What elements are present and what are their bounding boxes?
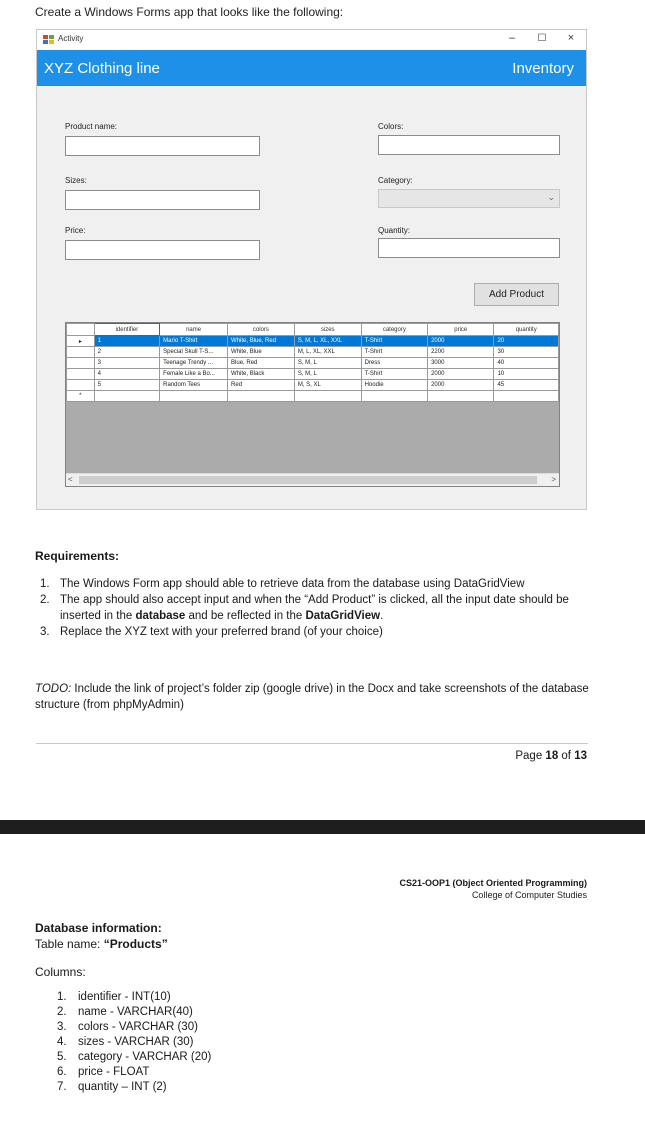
grid-cell[interactable]: 45: [494, 380, 559, 391]
grid-cell[interactable]: Random Tees: [160, 380, 228, 391]
grid-cell[interactable]: 2: [94, 347, 160, 358]
price-input[interactable]: [65, 240, 260, 260]
grid-cell[interactable]: 10: [494, 369, 559, 380]
scroll-left-icon[interactable]: <: [68, 475, 73, 484]
windows-form-mockup: [36, 29, 587, 510]
table-row[interactable]: [67, 358, 559, 369]
data-grid-table: [66, 323, 559, 402]
grid-cell[interactable]: White, Blue: [228, 347, 295, 358]
grid-cell[interactable]: White, Black: [228, 369, 295, 380]
column-spec: identifier - INT(10): [78, 991, 171, 1003]
list-number: 1.: [57, 991, 67, 1003]
brand-title: XYZ Clothing line: [44, 60, 160, 77]
column-header[interactable]: sizes: [294, 324, 361, 336]
grid-cell[interactable]: [294, 391, 361, 402]
grid-cell[interactable]: T-Shirt: [361, 369, 427, 380]
scroll-thumb[interactable]: [79, 476, 537, 484]
quantity-label: Quantity:: [378, 226, 411, 235]
list-item: [57, 1035, 211, 1050]
todo-text: Include the link of project’s folder zip (google drive) in the Docx and take screenshots of the database structure (from phpMyAdmin): [35, 683, 589, 711]
list-number: 4.: [57, 1036, 67, 1048]
list-number: 1.: [40, 578, 50, 590]
window-title: Activity: [58, 34, 84, 43]
grid-cell[interactable]: M, S, XL: [294, 380, 361, 391]
close-icon[interactable]: ×: [567, 32, 575, 44]
row-header[interactable]: [67, 380, 95, 391]
current-row-icon: ▸: [67, 336, 95, 347]
list-item: [57, 990, 211, 1005]
list-number: 2.: [57, 1006, 67, 1018]
list-item: [57, 1020, 211, 1035]
page-break: [0, 820, 645, 834]
list-number: 6.: [57, 1066, 67, 1078]
page-middle: of: [558, 750, 575, 762]
product-name-input[interactable]: [65, 136, 260, 156]
column-spec: colors - VARCHAR (30): [78, 1021, 198, 1033]
grid-corner-cell: [67, 324, 95, 336]
add-product-button[interactable]: Add Product: [474, 283, 559, 306]
grid-cell[interactable]: [361, 391, 427, 402]
new-row[interactable]: [67, 391, 559, 402]
row-header[interactable]: [67, 358, 95, 369]
row-header[interactable]: [67, 347, 95, 358]
grid-cell[interactable]: 2000: [428, 369, 494, 380]
list-item: [35, 624, 595, 640]
grid-cell[interactable]: Red: [228, 380, 295, 391]
brand-banner: [37, 50, 586, 86]
grid-cell[interactable]: S, M, L: [294, 369, 361, 380]
page-current: 18: [545, 750, 559, 762]
price-label: Price:: [65, 226, 86, 235]
grid-cell[interactable]: [228, 391, 295, 402]
page-prefix: Page: [515, 750, 546, 762]
grid-cell[interactable]: 2200: [428, 347, 494, 358]
grid-cell[interactable]: 20: [494, 336, 559, 347]
horizontal-scrollbar[interactable]: [66, 473, 559, 486]
column-header[interactable]: quantity: [494, 324, 559, 336]
list-item: [35, 576, 595, 592]
grid-cell[interactable]: White, Blue, Red: [228, 336, 295, 347]
column-spec: category - VARCHAR (20): [78, 1051, 212, 1063]
grid-cell[interactable]: [494, 391, 559, 402]
grid-cell[interactable]: Teenage Trendy ...: [160, 358, 228, 369]
column-spec: name - VARCHAR(40): [78, 1006, 193, 1018]
requirement-text: Replace the XYZ text with your preferred brand (of your choice): [60, 626, 383, 638]
table-name-value: “Products”: [103, 937, 168, 951]
columns-list: [57, 990, 211, 1095]
requirement-text: .: [380, 610, 384, 622]
grid-cell[interactable]: 3000: [428, 358, 494, 369]
list-item: [57, 1050, 211, 1065]
colors-input[interactable]: [378, 135, 560, 155]
list-item: [57, 1065, 211, 1080]
colors-label: Colors:: [378, 122, 404, 131]
requirements-title: Requirements:: [35, 549, 120, 563]
grid-cell[interactable]: Dress: [361, 358, 427, 369]
table-row[interactable]: [67, 347, 559, 358]
category-label: Category:: [378, 176, 413, 185]
grid-cell[interactable]: 40: [494, 358, 559, 369]
database-title: Database information:: [35, 921, 162, 935]
grid-cell[interactable]: Mario T-Shirt: [160, 336, 228, 347]
grid-header-row: [67, 324, 559, 336]
grid-cell[interactable]: Special Skull T-S...: [160, 347, 228, 358]
grid-cell[interactable]: 4: [94, 369, 160, 380]
requirement-text: and be reflected in the: [185, 610, 306, 622]
column-spec: price - FLOAT: [78, 1066, 150, 1078]
footer-divider: [36, 743, 588, 744]
grid-cell[interactable]: 2000: [428, 380, 494, 391]
section-title: Inventory: [512, 60, 574, 77]
column-header[interactable]: identifier: [94, 324, 160, 336]
list-item: [57, 1005, 211, 1020]
grid-cell[interactable]: S, M, L: [294, 358, 361, 369]
grid-cell[interactable]: [160, 391, 228, 402]
list-number: 3.: [57, 1021, 67, 1033]
grid-cell[interactable]: Female Like a Bo...: [160, 369, 228, 380]
grid-cell[interactable]: T-Shirt: [361, 336, 427, 347]
grid-cell[interactable]: S, M, L, XL, XXL: [294, 336, 361, 347]
table-row[interactable]: [67, 380, 559, 391]
grid-cell[interactable]: 5: [94, 380, 160, 391]
columns-title: Columns:: [35, 965, 86, 979]
grid-cell[interactable]: M, L, XL, XXL: [294, 347, 361, 358]
new-row-icon: *: [67, 391, 95, 402]
page-number: [515, 750, 587, 762]
table-name: [35, 937, 168, 951]
college-header: College of Computer Studies: [471, 890, 587, 900]
intro-text: Create a Windows Forms app that looks like the following:: [35, 5, 344, 19]
quantity-input[interactable]: [378, 238, 560, 258]
row-header[interactable]: [67, 369, 95, 380]
grid-cell[interactable]: 3: [94, 358, 160, 369]
column-spec: quantity – INT (2): [78, 1081, 167, 1093]
grid-cell[interactable]: [94, 391, 160, 402]
table-name-prefix: Table name:: [35, 937, 104, 951]
grid-cell[interactable]: Hoodie: [361, 380, 427, 391]
column-header[interactable]: price: [428, 324, 494, 336]
data-grid-view[interactable]: [65, 322, 560, 487]
column-spec: sizes - VARCHAR (30): [78, 1036, 194, 1048]
column-header[interactable]: name: [160, 324, 228, 336]
product-name-label: Product name:: [65, 122, 118, 131]
todo-label: TODO:: [35, 683, 72, 695]
grid-cell[interactable]: [428, 391, 494, 402]
list-item: [35, 592, 595, 624]
course-header: CS21-OOP1 (Object Oriented Programming): [399, 878, 587, 888]
app-icon: [43, 35, 54, 44]
column-header[interactable]: colors: [228, 324, 295, 336]
bold-term: database: [135, 610, 186, 622]
minimize-icon[interactable]: –: [508, 32, 516, 44]
list-item: [57, 1080, 211, 1095]
todo-note: [35, 681, 595, 713]
table-row[interactable]: [67, 369, 559, 380]
list-number: 2.: [40, 594, 50, 606]
scroll-right-icon[interactable]: >: [551, 475, 556, 484]
grid-cell[interactable]: 30: [494, 347, 559, 358]
list-number: 5.: [57, 1051, 67, 1063]
category-select[interactable]: [378, 189, 560, 208]
grid-cell[interactable]: 1: [94, 336, 160, 347]
table-row-selected[interactable]: [67, 336, 559, 347]
grid-cell[interactable]: T-Shirt: [361, 347, 427, 358]
column-header[interactable]: category: [361, 324, 427, 336]
window-titlebar: [37, 30, 586, 50]
list-number: 7.: [57, 1081, 67, 1093]
requirement-text: The app should also accept input and when the “Add Product” is clicked, all the input date should be inserted in the: [60, 594, 569, 622]
bold-term: DataGridView: [305, 610, 381, 622]
requirements-list: [35, 576, 595, 640]
list-number: 3.: [40, 626, 50, 638]
maximize-icon[interactable]: ☐: [537, 33, 547, 44]
chevron-down-icon: ⌄: [547, 192, 555, 202]
page-total: 13: [574, 750, 587, 762]
grid-cell[interactable]: 2000: [428, 336, 494, 347]
sizes-label: Sizes:: [65, 176, 87, 185]
grid-cell[interactable]: Blue, Red: [228, 358, 295, 369]
requirement-text: The Windows Form app should able to retrieve data from the database using DataGridView: [60, 578, 525, 590]
sizes-input[interactable]: [65, 190, 260, 210]
